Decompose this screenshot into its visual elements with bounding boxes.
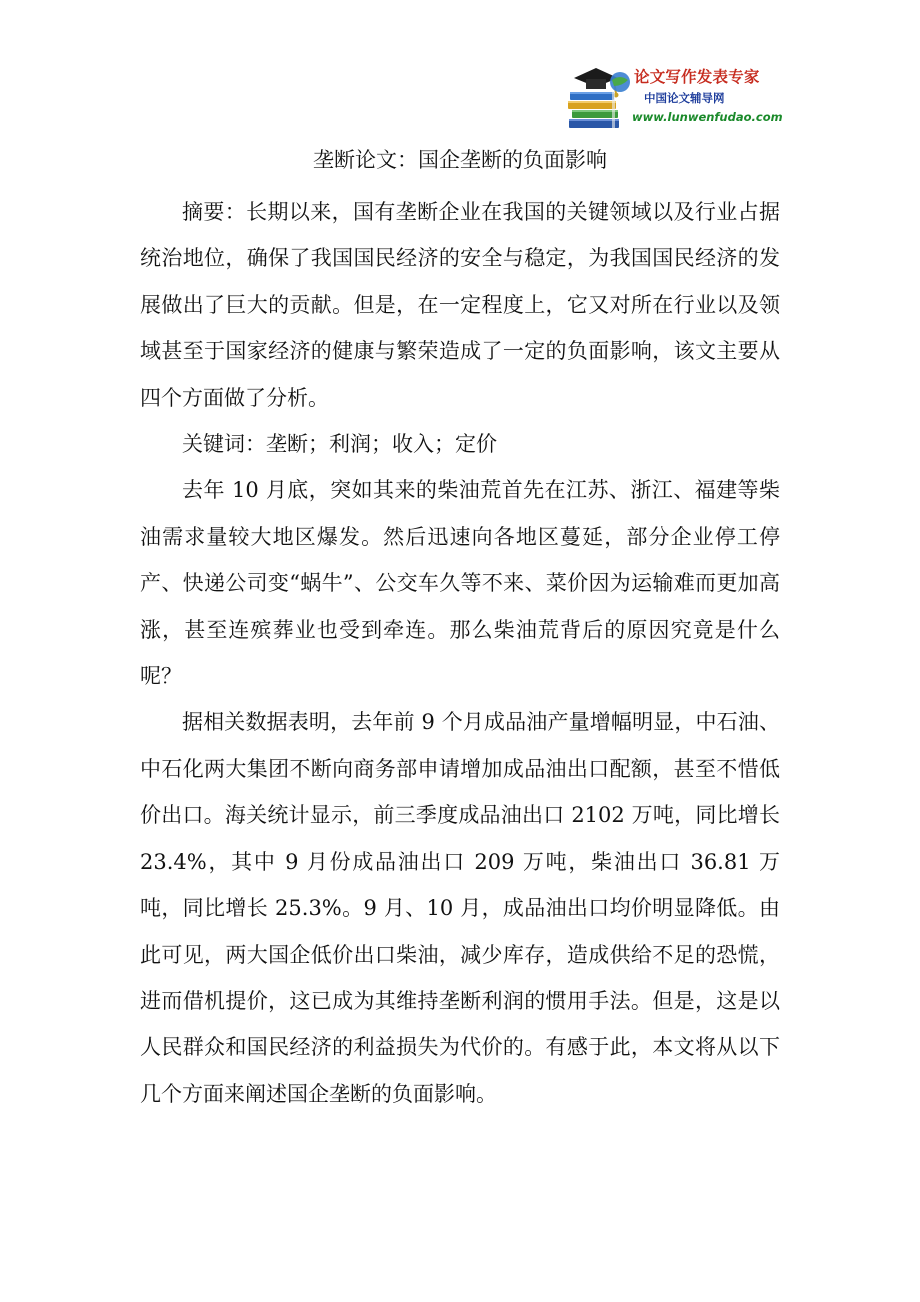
body-paragraph: 据相关数据表明，去年前 9 个月成品油产量增幅明显，中石油、中石化两大集团不断向商务部申请增加成品油出口配额，甚至不惜低价出口。海关统计显示，前三季度成品油出口 2102 万吨，同比增长 23.4%，其中 9 月份成品油出口 209 万吨，柴油出口 36.81 万吨，同比增长 25.3%。9 月、10 月，成品油出口均价明显降低。由此可见，两大国企低价出口柴油，减少库存，造成供给不足的恐慌，进而借机提价，这已成为其维持垄断利润的惯用手法。但是，这是以人民群众和国民经济的利益损失为代价的。有感于此，本文将从以下几个方面来阐述国企垄断的负面影响。 <box>140 710 780 1106</box>
site-logo <box>566 60 786 134</box>
document-body <box>140 189 780 1117</box>
books-graduation-cap-icon <box>566 60 636 134</box>
logo-subtitle: 中国论文辅导网 <box>644 91 725 105</box>
body-paragraph: 去年 10 月底，突如其来的柴油荒首先在江苏、浙江、福建等柴油需求量较大地区爆发。然后迅速向各地区蔓延，部分企业停工停产、快递公司变“蜗牛”、公交车久等不来、菜价因为运输难而更加高涨，甚至连殡葬业也受到牵连。那么柴油荒背后的原因究竟是什么呢？ <box>140 478 780 689</box>
abstract-paragraph: 摘要：长期以来，国有垄断企业在我国的关键领域以及行业占据统治地位，确保了我国国民经济的安全与稳定，为我国国民经济的发展做出了巨大的贡献。但是，在一定程度上，它又对所在行业以及领域甚至于国家经济的健康与繁荣造成了一定的负面影响，该文主要从四个方面做了分析。 <box>140 200 780 410</box>
document-title: 垄断论文：国企垄断的负面影响 <box>313 148 607 172</box>
logo-title: 论文写作发表专家 <box>634 68 760 86</box>
logo-url: www.lunwenfudao.com <box>632 110 783 124</box>
keywords-paragraph: 关键词：垄断；利润；收入；定价 <box>182 432 497 457</box>
